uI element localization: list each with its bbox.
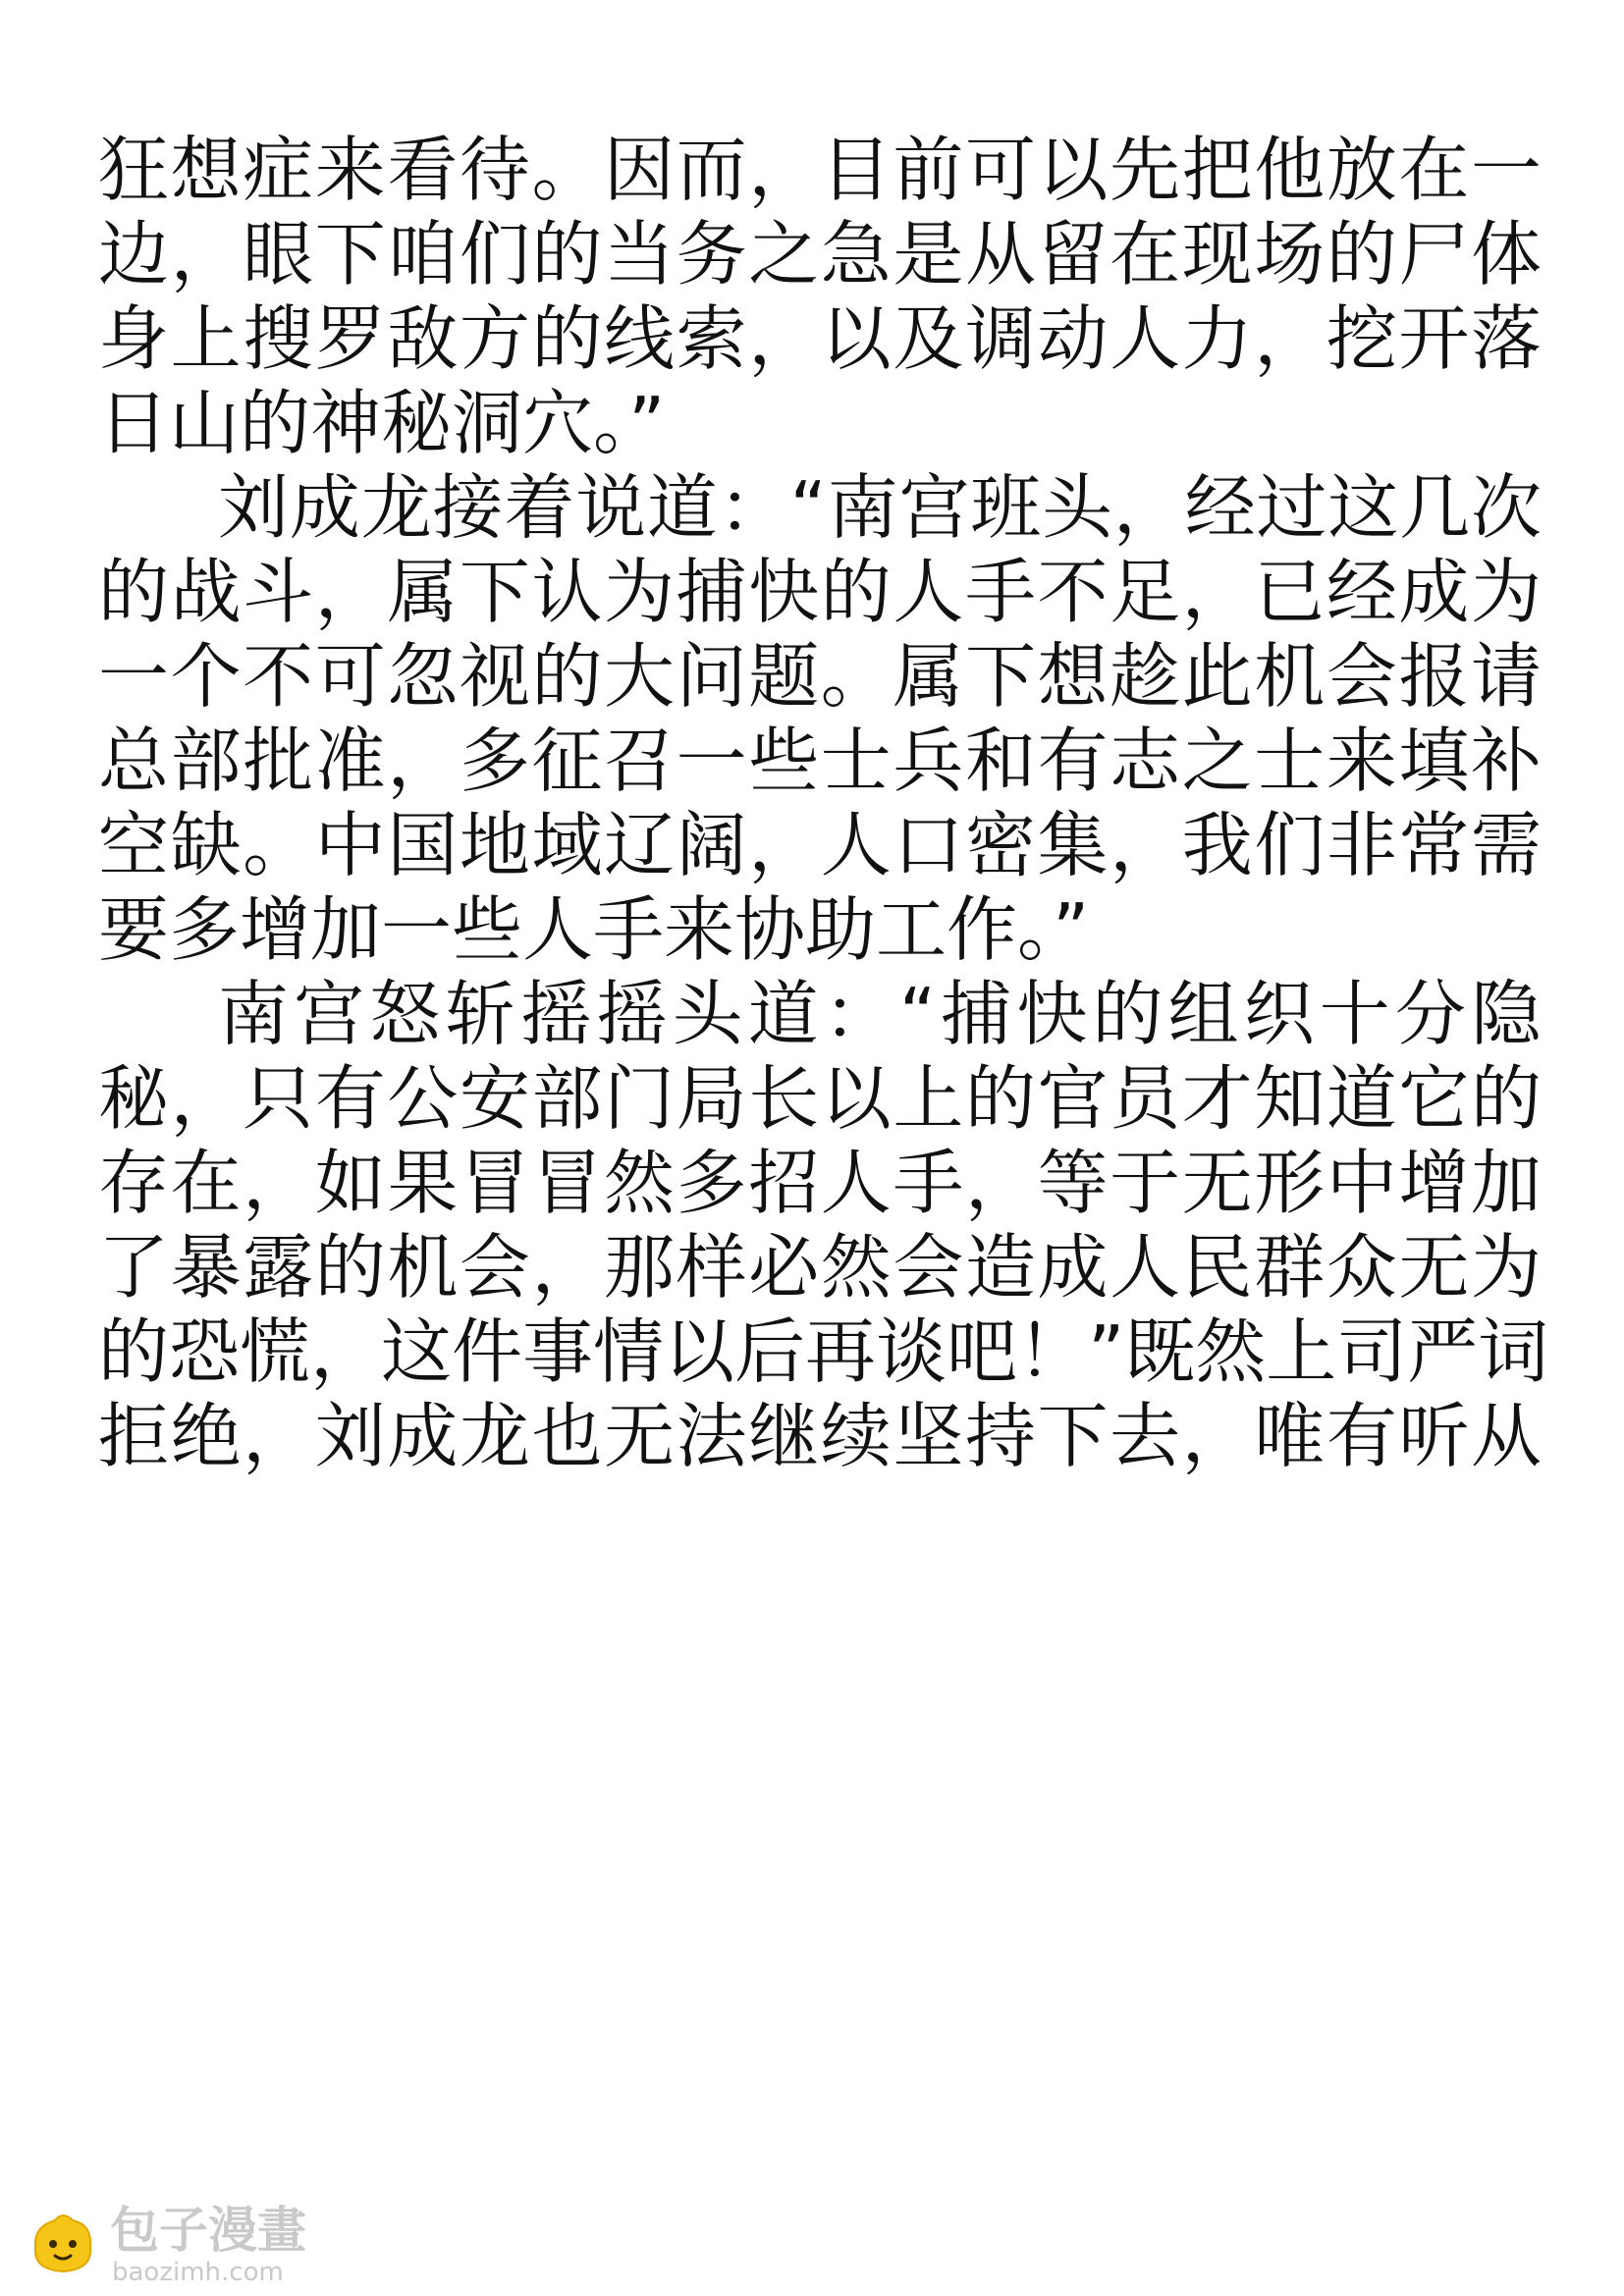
text-line-4: 日山的神秘洞穴。”: [98, 382, 666, 464]
text-line-3: 身上搜罗敌方的线索，以及调动人力，挖开落: [98, 297, 1542, 380]
text-line-11: 南宫怒斩摇摇头道：“捕快的组织十分隐: [218, 973, 1542, 1055]
text-line-12: 秘，只有公安部门局长以上的官员才知道它的: [98, 1057, 1542, 1140]
text-line-7: 一个不可忽视的大问题。属下想趁此机会报请: [98, 635, 1542, 718]
text-line-9: 空缺。中国地域辽阔，人口密集，我们非常需: [98, 804, 1542, 886]
watermark: [26, 2201, 320, 2289]
watermark-url: baozimh.com: [112, 2258, 284, 2287]
text-line-8: 总部批准，多征召一些士兵和有志之士来填补: [98, 720, 1542, 802]
text-line-2: 边，眼下咱们的当务之急是从留在现场的尸体: [98, 213, 1542, 295]
text-line-16: 拒绝，刘成龙也无法继续坚持下去，唯有听从: [98, 1395, 1542, 1477]
bun-logo-icon: [26, 2209, 100, 2279]
text-line-13: 存在，如果冒冒然多招人手，等于无形中增加: [98, 1142, 1542, 1224]
text-line-6: 的战斗，属下认为捕快的人手不足，已经成为: [98, 551, 1542, 633]
text-line-15: 的恐慌，这件事情以后再谈吧！”既然上司严词: [98, 1310, 1549, 1393]
text-line-10: 要多增加一些人手来协助工作。”: [98, 888, 1090, 971]
text-line-1: 狂想症来看待。因而，目前可以先把他放在一: [98, 129, 1542, 211]
text-line-5: 刘成龙接着说道：“南宫班头，经过这几次: [218, 466, 1542, 549]
text-line-14: 了暴露的机会，那样必然会造成人民群众无为: [98, 1226, 1542, 1308]
watermark-title: 包子漫畫: [110, 2202, 306, 2259]
